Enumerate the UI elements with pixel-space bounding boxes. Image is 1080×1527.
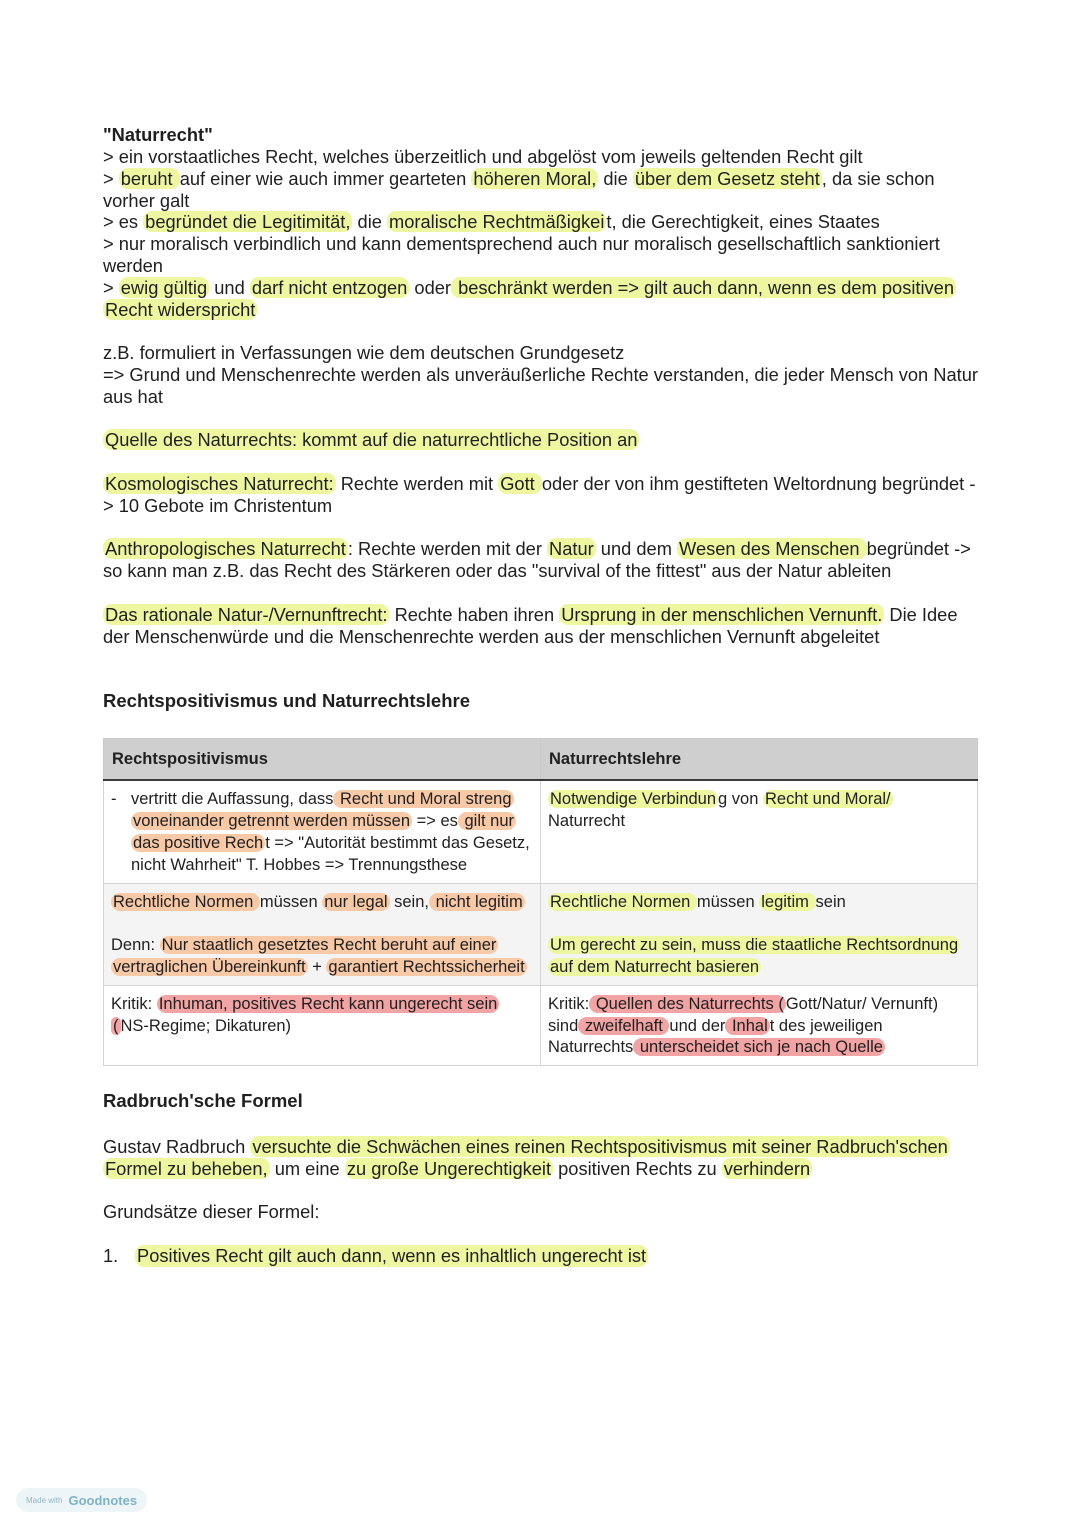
naturrecht-point-1: > ein vorstaatliches Recht, welches überzeitlich und abgelöst vom jeweils geltenden Recht gilt	[103, 146, 863, 167]
principles-label: Grundsätze dieser Formel:	[103, 1201, 320, 1223]
table-row	[104, 780, 978, 883]
naturrecht-source: Quelle des Naturrechts: kommt auf die naturrechtliche Position an	[105, 429, 638, 451]
radbruch-paragraph: Gustav Radbruch versuchte die Schwächen eines reinen Rechtspositivismus mit seiner Radbruch'schen Formel zu beheben, um eine zu große Ungerechtigkeit positiven Rechts zu verhindern	[103, 1136, 948, 1179]
table-cell: Kritik: Quellen des Naturrechts ( Gott/Natur/ Vernunft) sind zweifelhaft und der Inhal t des jeweiligen Naturrechts unterscheidet sich je nach Quelle	[541, 985, 978, 1065]
list-item: 1. Positives Recht gilt auch dann, wenn es inhaltlich ungerecht ist	[103, 1245, 647, 1267]
column-header-rechtspositivismus: Rechtspositivismus	[104, 739, 541, 781]
document-page	[103, 124, 978, 1267]
badge-small-text: Made with	[26, 1495, 63, 1505]
example-consequence: => Grund und Menschenrechte werden als unveräußerliche Rechte verstanden, die jeder Mensch von Natur aus hat	[103, 363, 978, 407]
table-row	[104, 985, 978, 1065]
anthropologisches-naturrecht: Anthropologisches Naturrecht : Rechte werden mit der Natur und dem Wesen des Menschen begründet -> so kann man z.B. das Recht des Stärkeren oder das "survival of the fittest" aus der Natur ableiten	[103, 538, 971, 582]
comparison-heading: Rechtspositivismus und Naturrechtslehre	[103, 690, 471, 712]
bullet-dash: -	[111, 790, 117, 809]
table-cell: Rechtliche Normen müssen legitim sein Um gerecht zu sein, muss die staatliche Rechtsordnung auf dem Naturrecht basieren	[541, 883, 978, 985]
cell-text: vertritt die Auffassung, dass Recht und Moral streng voneinander getrennt werden müssen => es gilt nur das positive Rech t => "Autorität bestimmt das Gesetz, nicht Wahrheit" T. Hobbes => Trennungsthese	[131, 790, 530, 874]
table-cell	[104, 780, 541, 883]
table-row	[104, 883, 978, 985]
table-header-row	[104, 739, 978, 781]
naturrecht-point-5: > ewig gültig und darf nicht entzogen oder beschränkt werden => gilt auch dann, wenn es dem positiven Recht widerspricht	[103, 276, 955, 320]
column-header-naturrechtslehre: Naturrechtslehre	[541, 739, 978, 781]
table-cell: Rechtliche Normen müssen nur legal sein, nicht legitim Denn: Nur staatlich gesetztes Recht beruht auf einer vertraglichen Übereinkunft + garantiert Rechtssicherheit	[104, 883, 541, 985]
table-cell: Kritik: Inhuman, positives Recht kann ungerecht sein ( NS-Regime; Dikaturen)	[104, 985, 541, 1065]
radbruch-heading: Radbruch'sche Formel	[103, 1090, 303, 1112]
naturrecht-point-4: > nur moralisch verbindlich und kann dementsprechend auch nur moralisch gesellschaftlich sanktioniert werden	[103, 233, 940, 276]
badge-brand-text: Goodnotes	[68, 1492, 138, 1508]
kosmologisches-naturrecht: Kosmologisches Naturrecht: Rechte werden mit Gott oder der von ihm gestifteten Weltordnung begründet -> 10 Gebote im Christentum	[103, 472, 976, 516]
naturrecht-point-3: > es begründet die Legitimität, die moralische Rechtmäßigkei t, die Gerechtigkeit, eines Staates	[103, 211, 880, 233]
naturrecht-title: "Naturrecht"	[103, 124, 213, 145]
comparison-table	[103, 738, 978, 1066]
rationales-vernunftrecht: Das rationale Natur-/Vernunftrecht: Rechte haben ihren Ursprung in der menschlichen Vernunft. Die Idee der Menschenwürde und die Menschenrechte werden aus der menschlichen Vernunft abgeleitet	[103, 603, 958, 647]
goodnotes-badge	[16, 1488, 147, 1512]
table-cell: Notwendige Verbindun g von Recht und Moral/ Naturrecht	[541, 780, 978, 883]
example-line: z.B. formuliert in Verfassungen wie dem deutschen Grundgesetz	[103, 342, 625, 364]
naturrecht-point-2: > beruht auf einer wie auch immer gearteten höheren Moral, die über dem Gesetz steht , da sie schon vorher galt	[103, 167, 935, 211]
